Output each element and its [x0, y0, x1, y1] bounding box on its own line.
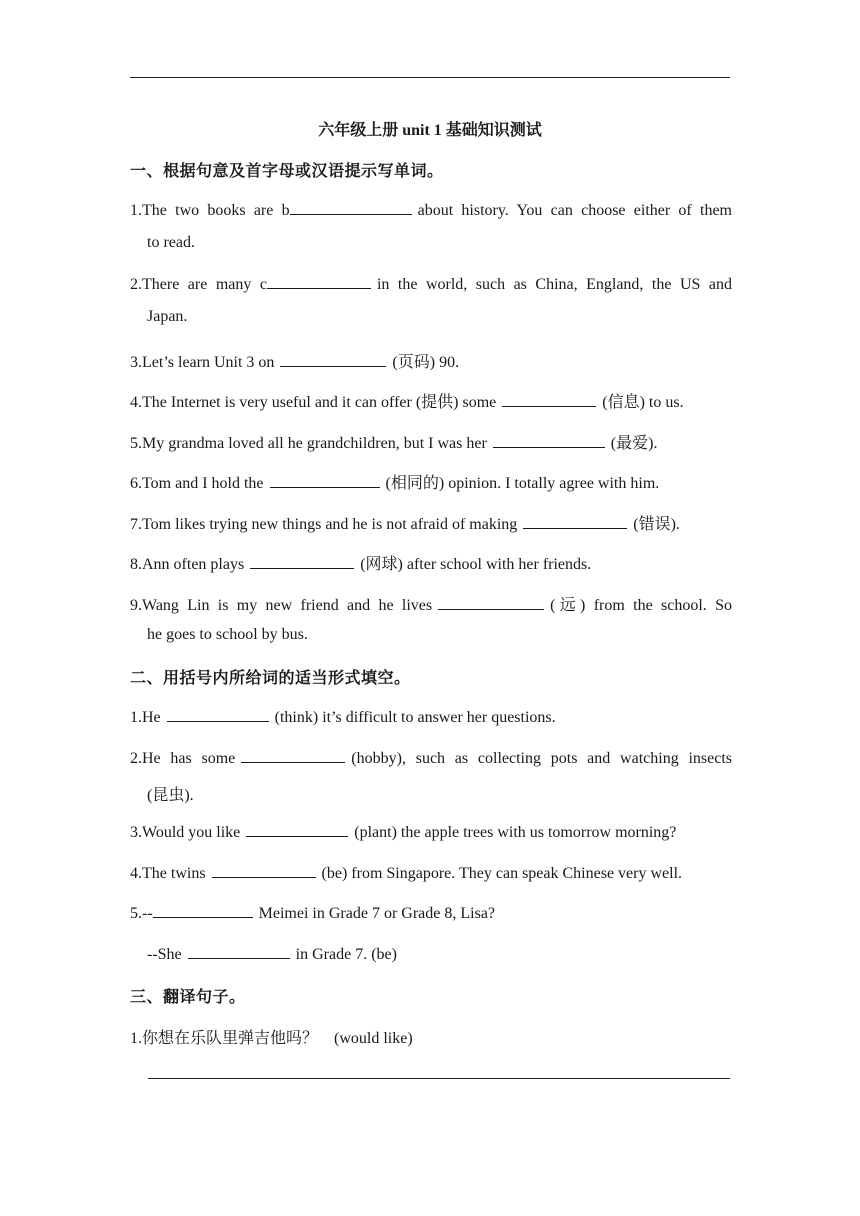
- answer-blank[interactable]: [290, 200, 412, 215]
- answer-blank[interactable]: [267, 274, 371, 289]
- s1-question-9-cont: he goes to school by bus.: [147, 626, 308, 643]
- s2-question-5-reply: --She in Grade 7. (be): [147, 946, 397, 963]
- s1-question-8: 8.Ann often plays (网球) after school with her friends.: [130, 556, 592, 573]
- s1-question-7: 7.Tom likes trying new things and he is not afraid of making (错误).: [130, 516, 680, 533]
- s2-question-1: 1.He (think) it’s difficult to answer her questions.: [130, 709, 556, 726]
- translation-answer-line[interactable]: [148, 1078, 730, 1079]
- header-rule: [130, 77, 730, 78]
- answer-blank[interactable]: [438, 595, 544, 610]
- s2-question-3: 3.Would you like (plant) the apple trees with us tomorrow morning?: [130, 824, 677, 841]
- s2-question-2: 2.He has some (hobby), such as collecting pots and watching insects: [130, 750, 732, 767]
- answer-blank[interactable]: [167, 707, 269, 722]
- s1-question-2-cont: Japan.: [147, 308, 188, 325]
- s1-question-3: 3.Let’s learn Unit 3 on (页码) 90.: [130, 354, 460, 371]
- section-1-heading: 一、根据句意及首字母或汉语提示写单词。: [130, 161, 444, 180]
- section-3-heading: 三、翻译句子。: [130, 987, 246, 1006]
- s1-question-1-cont: to read.: [147, 234, 195, 251]
- answer-blank[interactable]: [241, 748, 345, 763]
- s3-question-1: 1.你想在乐队里弹吉他吗？ (would like): [130, 1030, 413, 1047]
- answer-blank[interactable]: [250, 554, 354, 569]
- s1-question-4: 4.The Internet is very useful and it can offer (提供) some (信息) to us.: [130, 394, 684, 411]
- s2-question-2-cont: (昆虫).: [147, 787, 194, 804]
- s1-question-1: 1.The two books are b about history. You can choose either of them: [130, 202, 732, 219]
- answer-blank[interactable]: [502, 392, 596, 407]
- answer-blank[interactable]: [270, 473, 380, 488]
- answer-blank[interactable]: [493, 433, 605, 448]
- answer-blank[interactable]: [212, 863, 316, 878]
- answer-blank[interactable]: [523, 514, 627, 529]
- s2-question-5: 5.-- Meimei in Grade 7 or Grade 8, Lisa?: [130, 905, 496, 922]
- page-title: 六年级上册 unit 1 基础知识测试: [318, 122, 542, 139]
- answer-blank[interactable]: [153, 903, 253, 918]
- s2-question-4: 4.The twins (be) from Singapore. They can speak Chinese very well.: [130, 865, 683, 882]
- section-2-heading: 二、用括号内所给词的适当形式填空。: [130, 668, 411, 687]
- s1-question-9: 9.Wang Lin is my new friend and he lives (远) from the school. So: [130, 597, 732, 614]
- answer-blank[interactable]: [246, 822, 348, 837]
- answer-blank[interactable]: [188, 944, 290, 959]
- s1-question-2: 2.There are many c in the world, such as China, England, the US and: [130, 276, 733, 293]
- s1-question-6: 6.Tom and I hold the (相同的) opinion. I totally agree with him.: [130, 475, 660, 492]
- s1-question-5: 5.My grandma loved all he grandchildren, but I was her (最爱).: [130, 435, 658, 452]
- answer-blank[interactable]: [280, 352, 386, 367]
